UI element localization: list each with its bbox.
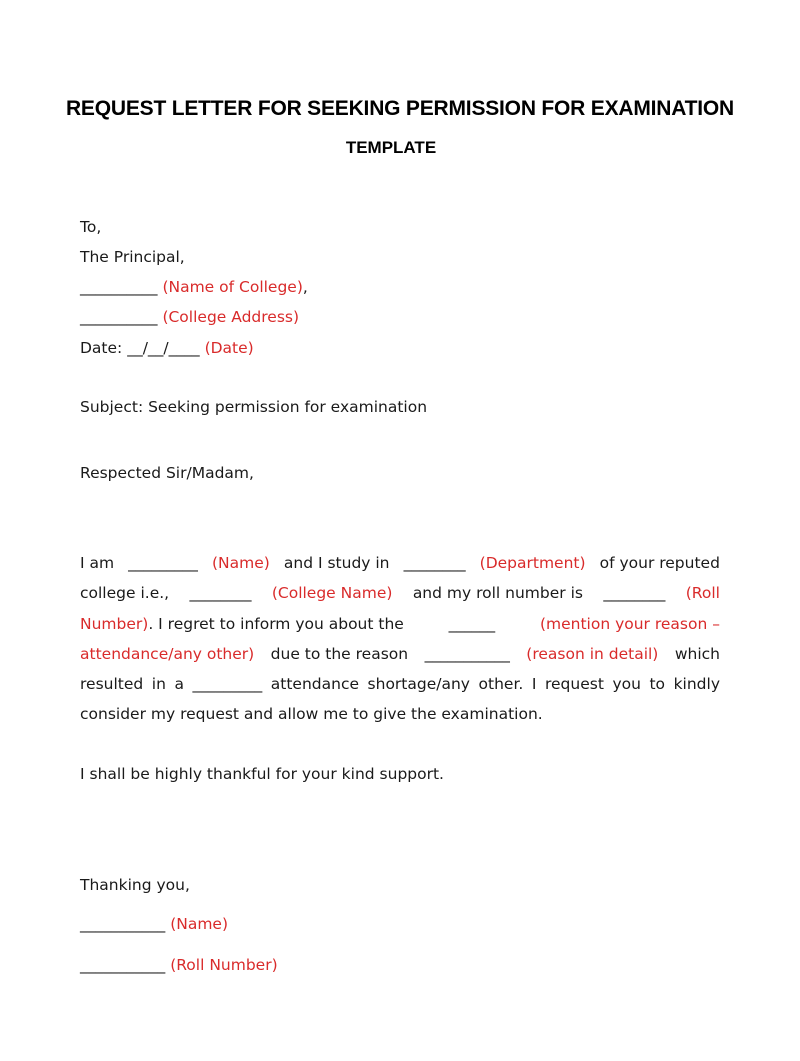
- address-recipient: The Principal,: [80, 248, 185, 266]
- body-text: college i.e.,: [80, 584, 170, 603]
- body-text: which: [674, 644, 720, 663]
- body-line-2: [80, 578, 720, 608]
- college-name-placeholder: (College Name): [271, 584, 393, 603]
- body-line-1: [80, 548, 720, 578]
- signature-name-placeholder: (Name): [170, 915, 229, 933]
- name-placeholder: (Name): [211, 554, 270, 572]
- college-name-blank: ________: [189, 584, 252, 603]
- body-text: and I study in: [283, 554, 390, 572]
- name-blank: _________: [128, 554, 198, 572]
- date-line: [80, 338, 254, 358]
- signature-roll-placeholder: (Roll Number): [170, 956, 278, 974]
- body-line-5: resulted in a _________ attendance shortage/any other. I request you to kindly: [80, 675, 720, 694]
- reason-blank: ______: [448, 614, 496, 633]
- reason-placeholder-start: (mention your reason –: [539, 614, 720, 633]
- signature-roll-blank: ___________: [80, 956, 166, 974]
- address-college-address-line: [80, 307, 299, 327]
- body-text: of your reputed: [599, 554, 720, 572]
- body-line-3: [80, 609, 720, 639]
- body-text: and my roll number is: [412, 584, 583, 603]
- college-blank: __________: [80, 278, 158, 296]
- reason-detail-placeholder: (reason in detail): [526, 644, 659, 663]
- document-subtitle: TEMPLATE: [345, 138, 437, 157]
- salutation: Respected Sir/Madam,: [80, 464, 254, 482]
- college-name-placeholder: (Name of College): [162, 278, 303, 296]
- roll-number-blank: ________: [603, 584, 666, 603]
- signature-name-line: [80, 914, 228, 934]
- department-blank: ________: [403, 554, 466, 572]
- body-line-6: consider my request and allow me to give the examination.: [80, 705, 543, 724]
- document-title: REQUEST LETTER FOR SEEKING PERMISSION FOR EXAMINATION: [65, 97, 735, 120]
- date-placeholder: (Date): [204, 339, 254, 357]
- body-line-4: [80, 639, 720, 669]
- signature-name-blank: ___________: [80, 915, 166, 933]
- thanks-line: Thanking you,: [80, 876, 190, 894]
- college-comma: ,: [302, 278, 308, 296]
- address-college-line: [80, 277, 308, 297]
- body-text-group: [80, 609, 404, 639]
- roll-number-placeholder-start: (Roll: [685, 584, 720, 603]
- college-address-placeholder: (College Address): [162, 308, 300, 326]
- address-to: To,: [80, 218, 102, 236]
- reason-placeholder-end: attendance/any other): [80, 644, 255, 663]
- body-text: I am: [80, 554, 115, 572]
- address-blank: __________: [80, 308, 158, 326]
- body-text: due to the reason: [270, 644, 409, 663]
- signature-roll-line: [80, 955, 278, 975]
- roll-number-placeholder-end: Number): [80, 614, 149, 633]
- department-placeholder: (Department): [479, 554, 586, 572]
- reason-detail-blank: ___________: [424, 644, 510, 663]
- closing-line: I shall be highly thankful for your kind support.: [80, 765, 444, 783]
- date-label: Date: __/__/____: [80, 339, 200, 357]
- subject-line: Subject: Seeking permission for examination: [80, 398, 428, 416]
- body-text: . I regret to inform you about the: [148, 614, 404, 633]
- body-paragraph: [80, 548, 720, 730]
